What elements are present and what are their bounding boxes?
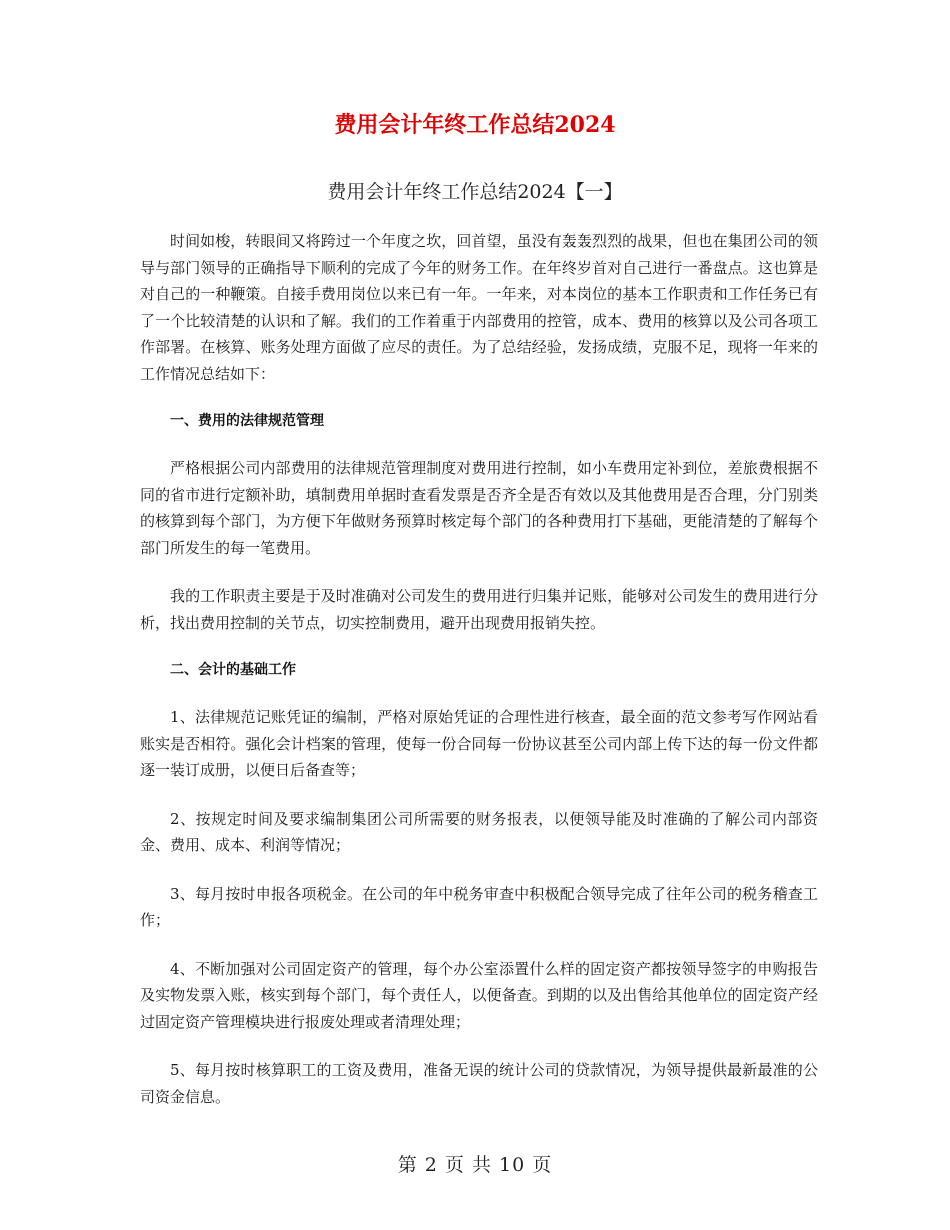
section-2-item-4: 4、不断加强对公司固定资产的管理，每个办公室添置什么样的固定资产都按领导签字的申购报告及实物发票入账，核实到每个部门，每个责任人，以便备查。到期的以及出售给其他单位的固定资产经过固定资产管理模块进行报废处理或者清理处理； [140, 959, 818, 1031]
document-body [140, 228, 818, 1132]
section-1-paragraph-2: 我的工作职责主要是于及时准确对公司发生的费用进行归集并记账，能够对公司发生的费用进行分析，找出费用控制的关节点，切实控制费用，避开出现费用报销失控。 [140, 587, 818, 632]
document-title: 费用会计年终工作总结2024 [334, 112, 616, 138]
section-2-item-3: 3、每月按时申报各项税金。在公司的年中税务审查中积极配合领导完成了往年公司的税务稽查工作； [140, 884, 818, 929]
section-2-item-5: 5、每月按时核算职工的工资及费用，准备无误的统计公司的贷款情况，为领导提供最新最准的公司资金信息。 [140, 1061, 818, 1106]
section-heading-2: 二、会计的基础工作 [170, 662, 296, 678]
section-heading-1: 一、费用的法律规范管理 [170, 413, 324, 429]
section-2-item-2: 2、按规定时间及要求编制集团公司所需要的财务报表，以便领导能及时准确的了解公司内部资金、费用、成本、利润等情况； [140, 809, 818, 854]
intro-paragraph: 时间如梭，转眼间又将跨过一个年度之坎，回首望，虽没有轰轰烈烈的战果，但也在集团公司的领导与部门领导的正确指导下顺利的完成了今年的财务工作。在年终岁首对自己进行一番盘点。这也算是对自己的一种鞭策。自接手费用岗位以来已有一年。一年来，对本岗位的基本工作职责和工作任务已有了一个比较清楚的认识和了解。我们的工作着重于内部费用的控管，成本、费用的核算以及公司各项工作部署。在核算、账务处理方面做了应尽的责任。为了总结经验，发扬成绩，克服不足，现将一年来的工作情况总结如下： [140, 232, 818, 383]
page-number-footer: 第 2 页 共 10 页 [397, 1154, 553, 1176]
section-2-item-1: 1、法律规范记账凭证的编制，严格对原始凭证的合理性进行核查，最全面的范文参考写作网站看账实是否相符。强化会计档案的管理，使每一份合同每一份协议甚至公司内部上传下达的每一份文件都逐一装订成册，以便日后备查等； [140, 708, 818, 779]
document-subtitle: 费用会计年终工作总结2024【一】 [327, 181, 623, 203]
section-1-paragraph-1: 严格根据公司内部费用的法律规范管理制度对费用进行控制，如小车费用定补到位，差旅费根据不同的省市进行定额补助，填制费用单据时查看发票是否齐全是否有效以及其他费用是否合理，分门别类的核算到每个部门，为方便下年做财务预算时核定每个部门的各种费用打下基础，更能清楚的了解每个部门所发生的每一笔费用。 [140, 459, 818, 557]
